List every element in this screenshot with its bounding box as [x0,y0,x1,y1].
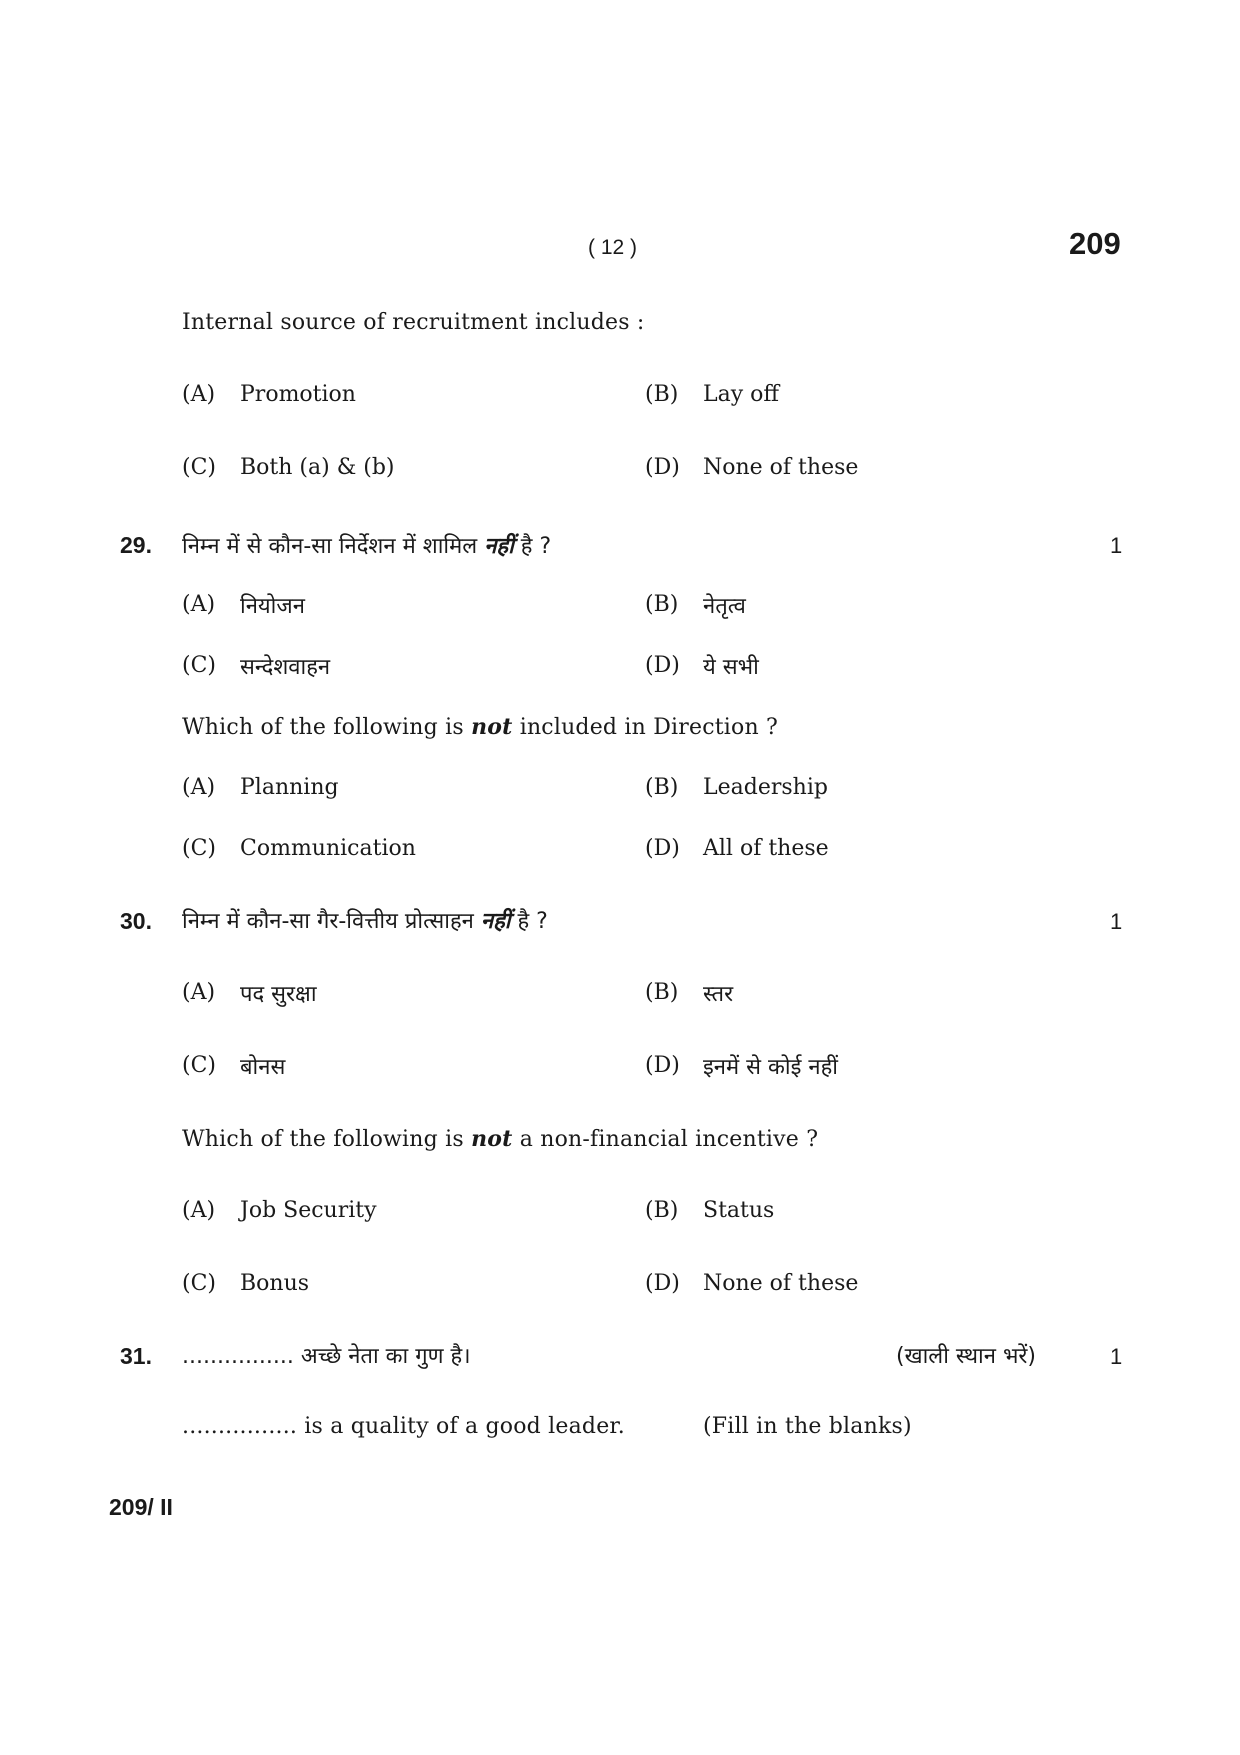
footer-code: 209/ II [109,1494,173,1520]
q29-option-hi-b-text: नेतृत्व [703,594,746,619]
q29-number: 29. [120,532,152,558]
q29-option-hi-c-text: सन्देशवाहन [240,655,331,680]
q29-marks: 1 [1110,533,1123,558]
q28-question-en: Internal source of recruitment includes : [182,310,645,335]
q30-option-hi-a-letter: (A) [182,980,216,1005]
q30-option-en-c-letter: (C) [182,1271,216,1296]
q30-option-hi-b-text: स्तर [703,982,734,1007]
q30-number: 30. [120,908,152,934]
q31-instruction-en: (Fill in the blanks) [703,1414,912,1439]
q31-number: 31. [120,1343,152,1369]
q30-question-hi-emph: नहीं [480,909,511,934]
q29-option-en-c-letter: (C) [182,836,216,861]
q29-option-en-d-letter: (D) [645,836,680,861]
q29-option-hi-d-letter: (D) [645,653,680,678]
q29-option-hi-b-letter: (B) [645,592,679,617]
q30-marks: 1 [1110,909,1123,934]
q29-option-hi-a-letter: (A) [182,592,216,617]
q29-question-hi-post: है ? [520,534,552,559]
q28-option-b-text: Lay off [703,382,780,407]
q29-question-en [182,714,778,740]
q31-question-en: ................ is a quality of a good leader. [182,1414,625,1439]
q30-option-en-b-text: Status [703,1198,775,1223]
q30-option-en-c-text: Bonus [240,1271,310,1296]
q30-question-hi-post: है ? [517,909,548,934]
q30-question-en-emph: not [471,1126,513,1152]
paper-code: 209 [1069,226,1121,261]
q29-question-en-emph: not [471,714,513,740]
q30-question-en-pre: Which of the following is [182,1127,464,1152]
q30-option-hi-b-letter: (B) [645,980,679,1005]
q29-option-hi-d-text: ये सभी [703,655,759,680]
q29-option-en-d-text: All of these [703,836,829,861]
q28-option-a-letter: (A) [182,382,216,407]
q29-option-en-a-text: Planning [240,775,339,800]
q29-option-en-b-text: Leadership [703,775,828,800]
q29-option-hi-c-letter: (C) [182,653,216,678]
q29-question-hi [182,530,551,560]
q29-question-hi-pre: निम्न में से कौन-सा निर्देशन में शामिल [182,534,478,559]
q29-option-hi-a-text: नियोजन [240,594,305,619]
q30-question-hi-pre: निम्न में कौन-सा गैर-वित्तीय प्रोत्साहन [182,909,474,934]
q30-option-hi-c-text: बोनस [240,1055,286,1080]
q30-option-en-d-letter: (D) [645,1271,680,1296]
q30-option-hi-c-letter: (C) [182,1053,216,1078]
q28-option-a-text: Promotion [240,382,356,407]
q29-option-en-a-letter: (A) [182,775,216,800]
q30-option-hi-d-letter: (D) [645,1053,680,1078]
q28-option-b-letter: (B) [645,382,679,407]
page-number: ( 12 ) [588,236,638,259]
q30-question-en-post: a non-financial incentive ? [519,1127,819,1152]
q30-option-hi-a-text: पद सुरक्षा [240,982,317,1007]
q28-option-c-letter: (C) [182,455,216,480]
q30-question-hi [182,905,548,935]
q29-question-hi-emph: नहीं [484,534,514,559]
q31-marks: 1 [1110,1344,1123,1369]
q30-option-en-d-text: None of these [703,1271,859,1296]
q29-question-en-pre: Which of the following is [182,715,464,740]
q29-option-en-c-text: Communication [240,836,416,861]
q29-question-en-post: included in Direction ? [519,715,779,740]
q28-option-d-text: None of these [703,455,859,480]
q30-option-hi-d-text: इनमें से कोई नहीं [703,1055,839,1080]
q29-option-en-b-letter: (B) [645,775,679,800]
q31-question-hi: ................ अच्छे नेता का गुण है। [182,1344,471,1369]
q31-instruction-hi: (खाली स्थान भरें) [896,1344,1037,1369]
q30-option-en-a-letter: (A) [182,1198,216,1223]
q30-option-en-a-text: Job Security [240,1198,377,1223]
q28-option-c-text: Both (a) & (b) [240,455,395,480]
q28-option-d-letter: (D) [645,455,680,480]
q30-option-en-b-letter: (B) [645,1198,679,1223]
q30-question-en [182,1126,818,1152]
